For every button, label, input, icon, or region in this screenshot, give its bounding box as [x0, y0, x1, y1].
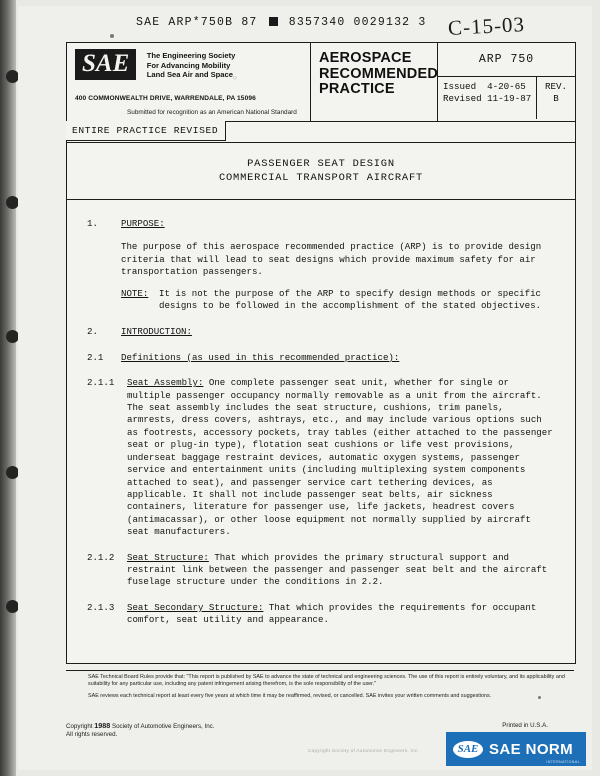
block-glyph-icon — [269, 17, 278, 26]
issued-label: Issued — [443, 81, 477, 92]
definition-term: Seat Assembly: — [127, 377, 204, 389]
definition-term: Seat Secondary Structure: — [127, 601, 264, 613]
barcode-text-line — [136, 16, 426, 29]
definition-text: One complete passenger seat unit, whether for single or multiple passenger occupancy normally removable as a unit from the aircraft. The seat assembly includes the seat structure, cushions, trim panels, armrests, dress covers, ashtrays, etc., and may include various options such as footrests, accessory pockets, tray tables (either attached to the passenger seat or plug-in type), flotation seat cushions or life vest provisions, underseat baggage restraint devices, automatic oxygen systems, passenger service and entertainment units (including multiplexing system components attached to seat), and passenger service cart tethering devices, as applicable. It shall not include passenger seat belts, air sickness containers, literature for passenger use, life jackets, headrest covers (antimacassar), or other loose equipment not normally supplied by aircraft seat manufacturers. — [127, 377, 553, 538]
copyright-year: 1988 — [94, 721, 111, 730]
entire-practice-revised-label: ENTIRE PRACTICE REVISED — [66, 121, 226, 141]
submitted-note: Submitted for recognition as an American National Standard — [127, 109, 297, 116]
handwritten-annotation: C-15-03 — [447, 12, 526, 40]
document-header — [67, 43, 575, 122]
rev-label: REV. — [544, 81, 568, 92]
legal-paragraph-1: SAE Technical Board Rules provide that: "This report is published by SAE to advance the state of technical and engineering sciences. The use of this report is entirely voluntary, and its applicability and suitability for any particular use, including any patent infringement arising therefrom, is the sole responsibility of the user." — [88, 674, 565, 687]
note-label: NOTE: — [121, 287, 149, 299]
purpose-note — [121, 288, 553, 313]
purpose-text-group — [121, 241, 553, 312]
section-number: 2. — [87, 326, 98, 338]
definition-number: 2.1.2 — [87, 551, 115, 563]
issue-dates — [438, 77, 536, 119]
definition-term: Seat Structure: — [127, 551, 209, 563]
faint-copyright-text: Copyright Society of Automotive Engineers, Inc. — [308, 748, 420, 753]
document-body — [67, 200, 575, 648]
title-line-2: COMMERCIAL TRANSPORT AIRCRAFT — [218, 172, 424, 184]
document-number: ARP 750 — [438, 43, 575, 77]
document-frame — [66, 42, 576, 664]
definition-number: 2.1.1 — [87, 377, 115, 389]
copyright-block — [66, 722, 214, 740]
definition-seat-secondary-structure — [87, 602, 553, 627]
definition-text: That which provides the requirements for occupant comfort, seat utility and appearance. — [127, 601, 537, 626]
title-line-1: PASSENGER SEAT DESIGN — [247, 158, 395, 170]
section-number: 2.1 — [87, 351, 104, 363]
section-purpose — [87, 218, 553, 230]
definition-number: 2.1.3 — [87, 601, 115, 613]
sae-norm-sublabel: INTERNATIONAL — [546, 760, 580, 764]
section-number: 1. — [87, 218, 98, 229]
sae-oval-logo: SAE — [453, 741, 483, 758]
purpose-paragraph: The purpose of this aerospace recommended practice (ARP) is to provide design criteria that will lead to seat designs which provide maximum safety for air transportation passengers. — [121, 241, 542, 278]
document-type: AEROSPACE RECOMMENDED PRACTICE — [310, 43, 438, 121]
copyright-owner: Society of Automotive Engineers, Inc. — [111, 723, 215, 730]
section-heading: INTRODUCTION: — [121, 326, 192, 338]
copyright-label: Copyright — [66, 723, 93, 730]
document-title — [67, 143, 575, 200]
sae-norm-watermark — [446, 732, 586, 766]
rev-value: B — [553, 93, 559, 104]
footer-divider — [66, 670, 574, 671]
printed-in-label: Printed in U.S.A. — [502, 722, 548, 729]
sae-logo: SAE — [75, 49, 136, 80]
document-paper — [18, 6, 592, 770]
legal-footer — [66, 670, 574, 705]
revised-label: Revised — [443, 93, 482, 104]
doc-code-left: SAE ARP*750B 87 — [136, 16, 258, 29]
note-text: It is not the purpose of the ARP to specify design methods or specific designs to be followed in the accomplishment of the stated objectives. — [159, 287, 541, 312]
definition-seat-assembly — [87, 377, 553, 538]
section-definitions — [87, 352, 553, 364]
section-introduction — [87, 326, 553, 338]
issued-date: 4-20-65 — [487, 81, 526, 92]
section-heading: Definitions (as used in this recommended practice): — [121, 351, 400, 363]
legal-paragraph-2: SAE reviews each technical report at least every five years at which time it may be reaffirmed, revised, or cancelled. SAE invites your written comments and suggestions. — [88, 693, 492, 699]
scan-left-edge — [0, 0, 16, 776]
definition-seat-structure — [87, 552, 553, 589]
revision-cell — [536, 77, 575, 119]
revision-banner-row — [67, 122, 575, 143]
publisher-address: 400 COMMONWEALTH DRIVE, WARRENDALE, PA 15096 — [75, 95, 256, 102]
section-heading: PURPOSE: — [121, 218, 165, 229]
revised-date: 11-19-87 — [487, 93, 532, 104]
rights-reserved: All rights reserved. — [66, 731, 118, 739]
header-right-block — [438, 43, 575, 121]
scan-speck — [110, 34, 114, 38]
sae-norm-label: SAE NORM — [489, 740, 574, 758]
doc-code-right: 8357340 0029132 3 — [288, 16, 427, 29]
header-dates-block — [438, 77, 575, 119]
header-publisher-block — [67, 43, 310, 121]
definition-text: That which provides the primary structural support and restraint link between the passenger and passenger seat belt and the aircraft fuselage structure under the conditions in 2.2. — [127, 551, 548, 588]
society-tagline: The Engineering Society For Advancing Mobility Land Sea Air and Space$_◌$ — [146, 51, 237, 82]
